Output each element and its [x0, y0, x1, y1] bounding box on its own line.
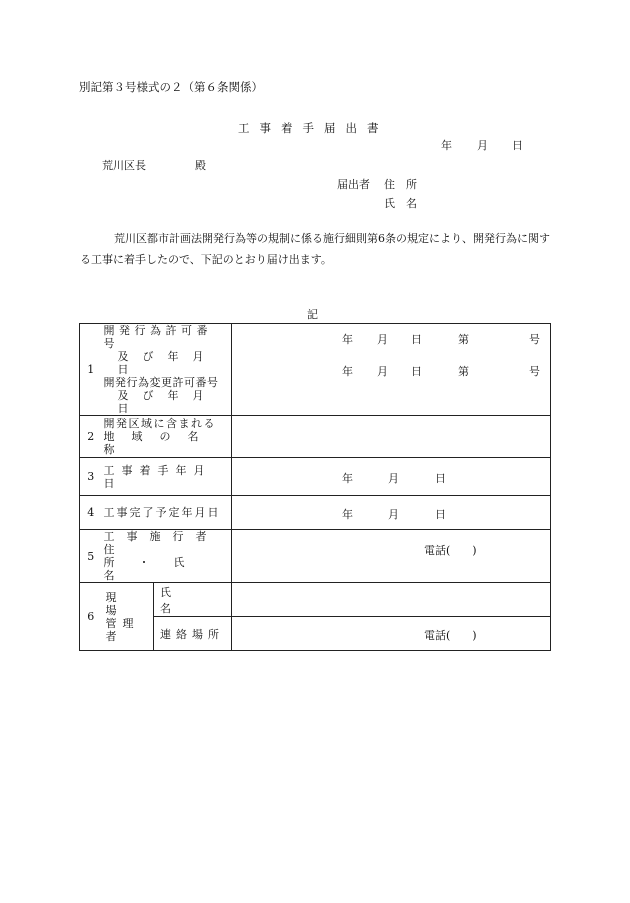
area-name-value	[232, 416, 551, 458]
notifier-label: 届出者	[337, 178, 370, 191]
date-day: 日	[512, 139, 523, 152]
row-label	[102, 583, 154, 651]
row-number: 2	[80, 416, 102, 458]
label-line: 工事施行者住	[103, 530, 219, 556]
permit-values	[232, 324, 551, 416]
start-month: 月	[388, 472, 399, 485]
label-line: 及び年月日	[117, 389, 218, 415]
label-line: 管理者	[105, 616, 140, 643]
label-line: 所・氏名	[103, 556, 209, 582]
date-year: 年	[441, 139, 452, 152]
permit-day: 日	[411, 333, 422, 346]
start-day: 日	[435, 472, 446, 485]
notifier-address-label: 住 所	[384, 178, 417, 191]
table-row	[80, 458, 551, 496]
notifier-name-label: 氏 名	[384, 197, 417, 210]
permit-year: 年	[342, 333, 353, 346]
sub-label-contact: 連絡場所	[154, 617, 232, 651]
date-month: 月	[477, 139, 488, 152]
table-row	[80, 583, 551, 617]
change-permit-year: 年	[342, 365, 353, 378]
change-permit-go: 号	[529, 365, 540, 378]
page-title: 工事着手届出書	[238, 121, 389, 135]
change-permit-dai: 第	[458, 365, 469, 378]
row-label	[102, 416, 232, 458]
row-label	[102, 530, 232, 583]
sub-label-name: 氏名	[154, 583, 232, 617]
table-row	[80, 530, 551, 583]
contractor-phone: 電話( )	[424, 544, 477, 557]
row-label	[102, 324, 232, 416]
details-table	[79, 323, 551, 651]
label-line: 工事完了予定年月日	[103, 506, 221, 519]
completion-month: 月	[388, 508, 399, 521]
completion-date-value	[232, 496, 551, 530]
label-line: 現場	[105, 590, 141, 617]
label-line: 工事着手年月日	[103, 463, 212, 490]
contractor-value	[232, 530, 551, 583]
table-row	[80, 416, 551, 458]
row-number: 4	[80, 496, 102, 530]
row-label	[102, 458, 232, 496]
form-id: 別記第３号様式の２（第６条関係）	[79, 80, 263, 94]
row-number: 6	[80, 583, 102, 651]
row-number: 5	[80, 530, 102, 583]
permit-month: 月	[377, 333, 388, 346]
permit-go: 号	[529, 333, 540, 346]
table-row	[80, 324, 551, 416]
permit-dai: 第	[458, 333, 469, 346]
completion-day: 日	[435, 508, 446, 521]
ki-heading: 記	[307, 308, 318, 321]
addressee-name: 荒川区長	[102, 159, 146, 172]
label-line: 開発行為許可番号	[103, 324, 212, 350]
addressee-honorific: 殿	[195, 159, 206, 172]
label-line: 地域の名称	[103, 430, 216, 456]
label-line: 及び年月日	[117, 350, 218, 376]
start-date-value	[232, 458, 551, 496]
table-row	[80, 496, 551, 530]
label-line: 開発区域に含まれる	[103, 417, 216, 430]
start-year: 年	[342, 472, 353, 485]
manager-contact-value	[232, 617, 551, 651]
label-line: 開発行為変更許可番号	[103, 376, 219, 389]
change-permit-day: 日	[411, 365, 422, 378]
manager-phone: 電話( )	[424, 629, 477, 642]
row-number: 1	[80, 324, 102, 416]
completion-year: 年	[342, 508, 353, 521]
row-number: 3	[80, 458, 102, 496]
body-text: 荒川区都市計画法開発行為等の規制に係る施行細則第6条の規定により、開発行為に関する工事に着手したので、下記のとおり届け出ます。	[80, 232, 550, 266]
change-permit-month: 月	[377, 365, 388, 378]
row-label	[102, 496, 232, 530]
manager-name-value	[232, 583, 551, 617]
